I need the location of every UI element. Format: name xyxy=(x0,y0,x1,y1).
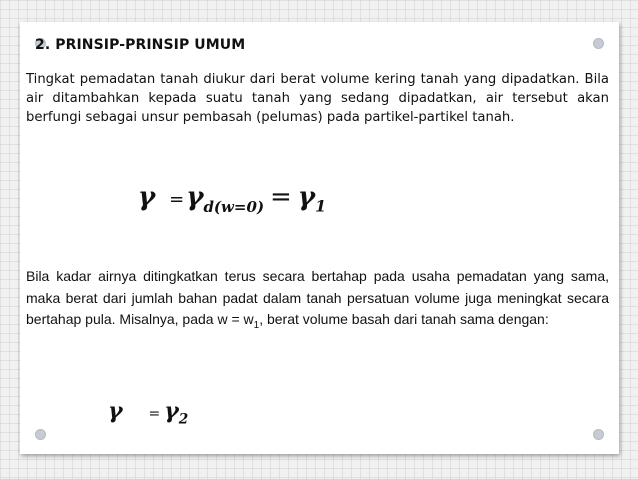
formula-lhs: γ xyxy=(138,182,156,212)
corner-decoration xyxy=(593,38,604,49)
equals-sign: = xyxy=(148,406,161,422)
paragraph-subscript: 1 xyxy=(253,319,260,331)
formula-dry-unit-weight xyxy=(138,182,326,216)
formula-lhs: γ xyxy=(108,398,123,424)
formula-term-subscript: d(w=0) xyxy=(203,198,265,216)
equals-sign: = xyxy=(270,182,292,212)
equals-sign: = xyxy=(169,189,185,210)
formula-rhs-subscript: 1 xyxy=(315,196,327,216)
slide-title: 2. PRINSIP-PRINSIP UMUM xyxy=(35,37,246,53)
paragraph-text: , berat volume basah dari tanah sama dengan: xyxy=(259,311,549,327)
formula-rhs-subscript: 2 xyxy=(178,411,189,428)
formula-wet-unit-weight xyxy=(108,398,188,427)
paragraph-text: Bila kadar airnya ditingkatkan terus secara bertahap pada usaha pemadatan yang sama, maka berat dari jumlah bahan padat dalam tanah persatuan volume juga meningkat secara bertahap pula. Misalnya, pada w = w xyxy=(26,268,609,327)
slide-card xyxy=(20,22,619,454)
formula-rhs: γ xyxy=(297,182,316,212)
intro-paragraph: Tingkat pemadatan tanah diukur dari berat volume kering tanah yang dipadatkan. Bila air ditambahkan kepada suatu tanah yang sedang dipadatkan, air tersebut akan berfungi sebagai unsur pembasah (pelumas) pada partikel-partikel tanah. xyxy=(26,72,609,125)
corner-decoration xyxy=(35,429,46,440)
corner-decoration xyxy=(593,429,604,440)
water-content-paragraph xyxy=(26,266,609,336)
formula-rhs: γ xyxy=(164,398,179,424)
formula-term: γ xyxy=(186,182,204,212)
